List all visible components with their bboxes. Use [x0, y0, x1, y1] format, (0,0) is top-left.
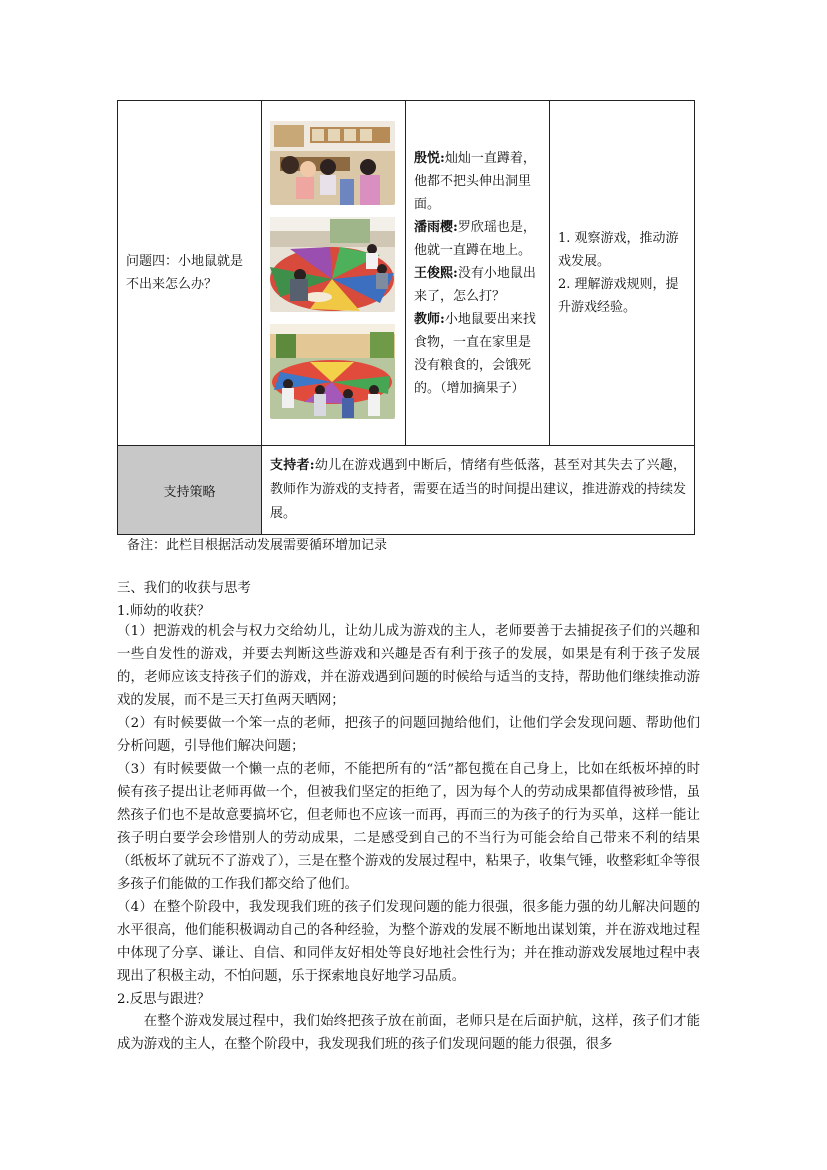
paragraph: 在整个游戏发展过程中，我们始终把孩子放在前面，老师只是在后面护航，这样，孩子们才能成为游戏的主人，在整个阶段中，我发现我们班的孩子们发现问题的能力很强，很多 [117, 1014, 700, 1052]
paragraph: （2）有时候要做一个笨一点的老师，把孩子的问题回抛给他们，让他们学会发现问题、帮助他们分析问题，引导他们解决问题； [117, 716, 700, 754]
strategy-label: 支持策略 [163, 484, 216, 500]
dialog-line: 殷悦:灿灿一直蹲着，他都不把头伸出洞里面。 [414, 150, 536, 212]
subsection-title: 1.师幼的收获？ [117, 604, 211, 619]
goals-cell [550, 101, 695, 446]
support-cell [262, 446, 695, 535]
goal-item: 2. 理解游戏规则，提升游戏经验。 [558, 277, 679, 315]
paragraph: （3）有时候要做一个懒一点的老师，不能把所有的“活”都包揽在自己身上，比如在纸板坏掉的时候有孩子提出让老师再做一个，但被我们坚定的拒绝了，因为每个人的劳动成果都值得被珍惜，虽然孩子们也不是故意要搞坏它，但老师也不应该一而再，再而三的为孩子的行为买单，这样一能让孩子明白要学会珍惜别人的劳动成果，二是感受到自己的不当行为可能会给自己带来不利的结果（纸板坏了就玩不了游戏了），三是在整个游戏的发展过程中，粘果子，收集气锤，收整彩虹伞等很多孩子们能做的工作我们都交给了他们。 [117, 762, 700, 892]
paragraph: （4）在整个阶段中，我发现我们班的孩子们发现问题的能力很强，很多能力强的幼儿解决问题的水平很高，他们能积极调动自己的各种经验，为整个游戏的发展不断地出谋划策，并在游戏地过程中体现了分享、谦让、自信、和同伴友好相处等良好地社会性行为；并在推动游戏发展地过程中表现出了积极主动，不怕问题，乐于探索地良好地学习品质。 [117, 900, 700, 984]
table-row [118, 446, 695, 535]
dialog-cell [406, 101, 550, 446]
section-title: 三、我们的收获与思考 [117, 581, 251, 596]
activity-record-table [117, 100, 695, 535]
dialog-text [406, 147, 549, 400]
dialog-line: 教师:小地鼠要出来找食物，一直在家里是没有粮食的，会饿死的。（增加摘果子） [414, 311, 536, 396]
subsection-title: 2.反思与跟进？ [117, 992, 211, 1007]
table-row [118, 101, 695, 446]
table-note: 备注：此栏目根据活动发展需要循环增加记录 [127, 538, 388, 553]
parachute-game-photo [270, 217, 395, 312]
problem-text: 问题四：小地鼠就是不出来怎么办？ [126, 254, 244, 292]
support-text: 支持者:幼儿在游戏遇到中断后，情绪有些低落，甚至对其失去了兴趣，教师作为游戏的支持者，需要在适当的时间提出建议，推进游戏的持续发展。 [270, 458, 687, 521]
goal-item: 1. 观察游戏，推动游戏发展。 [558, 231, 679, 269]
paragraph: （1）把游戏的机会与权力交给幼儿，让幼儿成为游戏的主人，老师要善于去捕捉孩子们的兴趣和一些自发性的游戏，并要去判断这些游戏和兴趣是否有利于孩子的发展，如果是有利于孩子发展的，老师应该支持孩子们的游戏，并在游戏遇到问题的时候给与适当的支持，帮助他们继续推动游戏的发展，而不是三天打鱼两天晒网； [117, 624, 700, 708]
dialog-line: 潘雨樱:罗欣瑶也是，他就一直蹲在地上。 [414, 219, 536, 258]
outdoor-game-photo [270, 324, 395, 419]
dialog-line: 王俊熙:没有小地鼠出来了，怎么打？ [414, 265, 536, 304]
photos-cell [262, 101, 406, 446]
problem-cell [118, 101, 262, 446]
classroom-photo [270, 121, 395, 205]
strategy-label-cell [118, 446, 262, 535]
goals-text [550, 227, 694, 319]
